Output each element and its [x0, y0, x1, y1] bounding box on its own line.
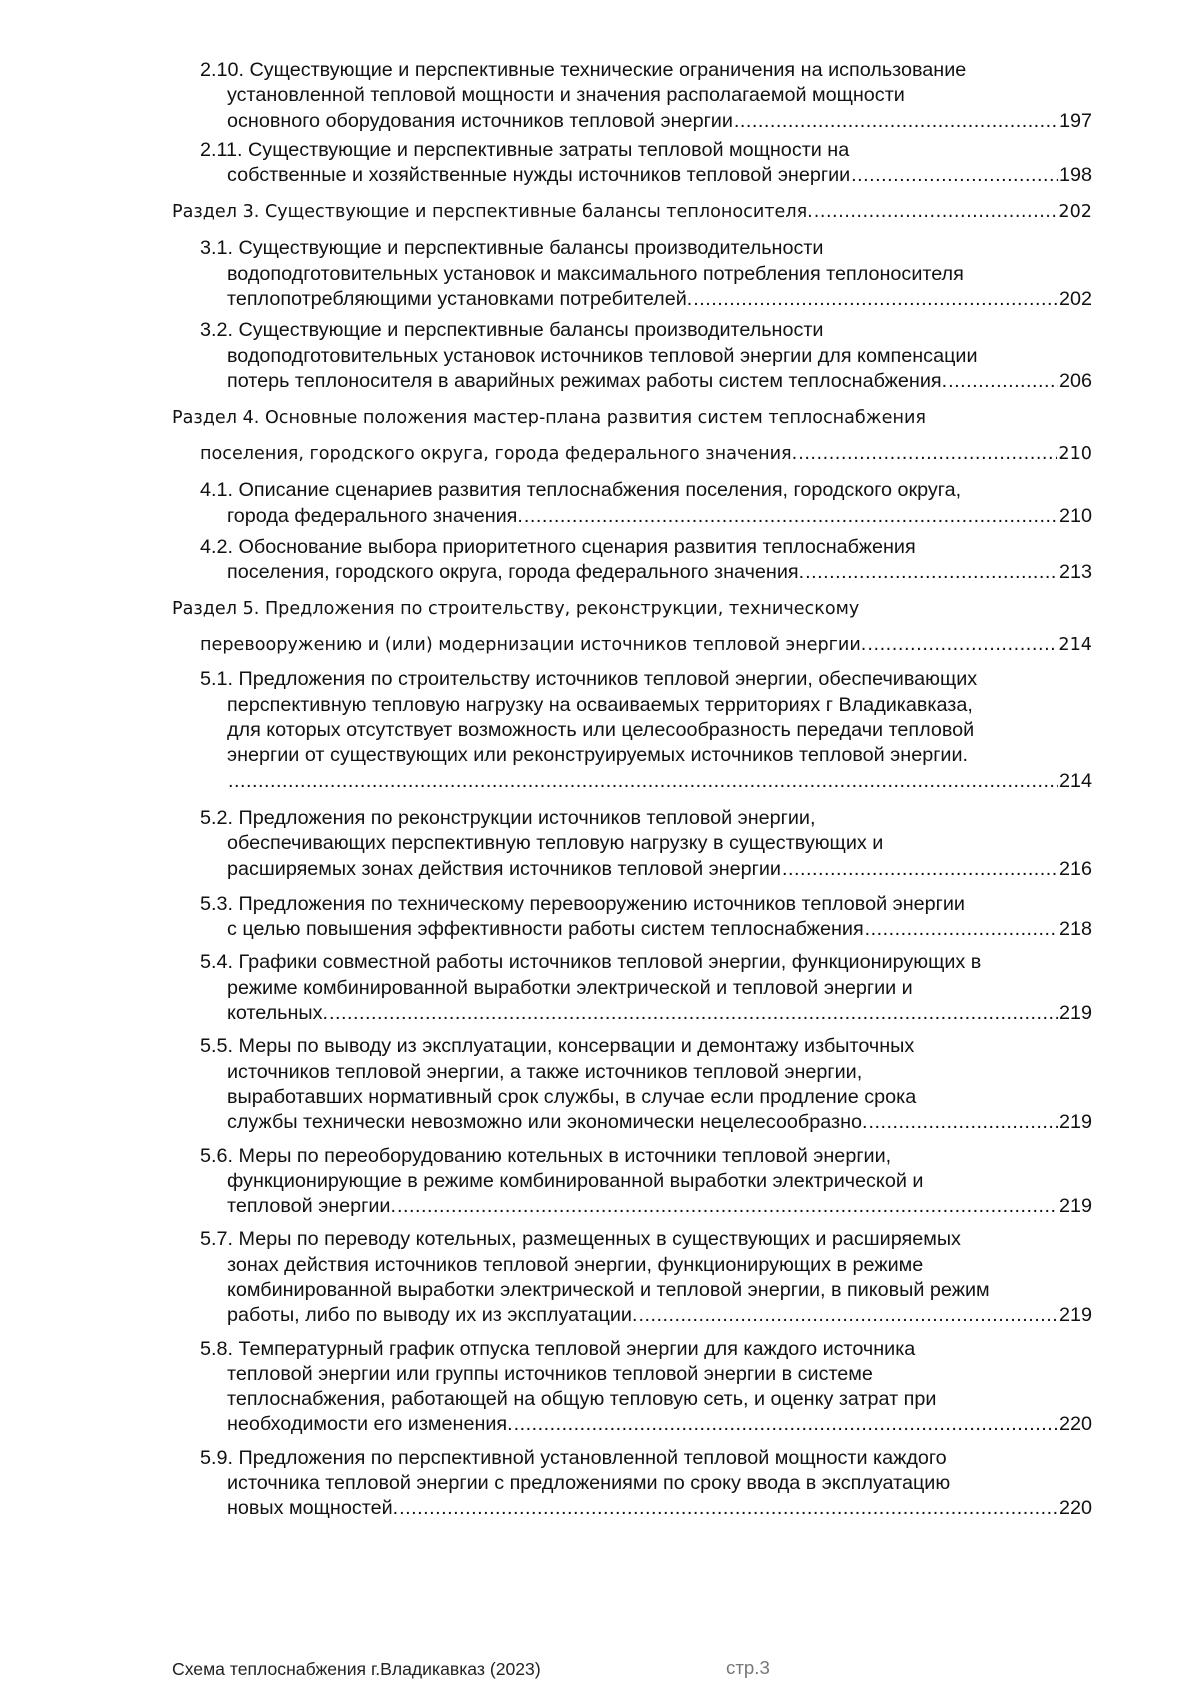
- toc-entry-last-line: поселения, городского округа, города федерального значения.: [200, 444, 798, 465]
- toc-entry-line: 5.9. Предложения по перспективной установленной тепловой мощности каждого: [200, 1446, 947, 1469]
- toc-entry-last-line: потерь теплоносителя в аварийных режимах работы систем теплоснабжения.: [227, 369, 948, 392]
- toc-page-number: 220: [1058, 1413, 1092, 1436]
- toc-entry-line: Раздел 4. Основные положения мастер-плана развития систем теплоснабжения: [172, 408, 926, 429]
- dot-leader: [805, 560, 1058, 585]
- toc-entry-line: 2.11. Существующие и перспективные затраты тепловой мощности на: [200, 138, 850, 161]
- toc-entry-line: тепловой энергии или группы источников тепловой энергии в системе: [227, 1362, 873, 1385]
- toc-subsection-entry[interactable]: [172, 58, 1092, 134]
- toc-page-number: 214: [1058, 769, 1092, 792]
- toc-subsection-entry[interactable]: [172, 806, 1092, 882]
- toc-entry-line: 3.2. Существующие и перспективные балансы производительности: [200, 319, 824, 342]
- toc-entry-last-line: котельных.: [227, 1002, 329, 1025]
- toc-subsection-entry[interactable]: [172, 1144, 1092, 1220]
- toc-entry-line: перспективную тепловую нагрузку на осваиваемых территориях г Владикавказа,: [227, 693, 973, 716]
- toc-page-number: 220: [1058, 1497, 1092, 1520]
- toc-entry-last-line: работы, либо по выводу их из эксплуатации.: [227, 1304, 638, 1327]
- toc-entry-line: теплоснабжения, работающей на общую тепловую сеть, и оценку затрат при: [227, 1388, 937, 1411]
- toc-entry-line: функционирующие в режиме комбинированной выработки электрической и: [227, 1169, 924, 1192]
- toc-entry-line: 4.2. Обоснование выбора приоритетного сценария развития теплоснабжения: [200, 535, 916, 558]
- footer-page-number: стр.3: [726, 1657, 770, 1678]
- toc-page-number: 206: [1058, 369, 1092, 392]
- dot-leader: [948, 369, 1058, 394]
- toc-section-entry[interactable]: [172, 194, 1092, 230]
- toc-entry-last-line: основного оборудования источников тепловой энергии: [227, 109, 733, 132]
- toc-entry-line: источников тепловой энергии, а также источников тепловой энергии,: [227, 1060, 863, 1083]
- toc-entry-line: выработавших нормативный срок службы, в случае если продление срока: [227, 1085, 917, 1108]
- table-of-contents: [172, 58, 1092, 1530]
- toc-subsection-entry[interactable]: [172, 950, 1092, 1026]
- toc-subsection-entry[interactable]: [172, 667, 1092, 793]
- toc-entry-line: 5.2. Предложения по реконструкции источников тепловой энергии,: [200, 806, 816, 829]
- toc-subsection-entry[interactable]: [172, 1446, 1092, 1522]
- toc-section-entry[interactable]: [172, 591, 1092, 663]
- dot-leader: [782, 857, 1058, 882]
- toc-entry-line: зонах действия источников тепловой энергии, функционирующих в режиме: [227, 1253, 924, 1276]
- toc-page-number: 219: [1058, 1304, 1092, 1327]
- dot-leader: [397, 1194, 1058, 1219]
- toc-page-number: 218: [1058, 918, 1092, 941]
- toc-subsection-entry[interactable]: [172, 236, 1092, 312]
- toc-entry-last-line: собственные и хозяйственные нужды источников тепловой энергии: [227, 164, 851, 187]
- dot-leader: [329, 1001, 1058, 1026]
- dot-leader: [867, 627, 1057, 663]
- dot-leader: [638, 1303, 1058, 1328]
- toc-entry-last-line: поселения, городского округа, города федерального значения.: [227, 561, 805, 584]
- toc-entry-line: установленной тепловой мощности и значения располагаемой мощности: [227, 84, 905, 107]
- dot-leader: [869, 1110, 1058, 1135]
- toc-page-number: 198: [1058, 164, 1092, 187]
- toc-entry-line: обеспечивающих перспективную тепловую нагрузку в существующих и: [227, 832, 884, 855]
- toc-entry-last-line: тепловой энергии.: [227, 1195, 396, 1218]
- toc-page-number: 214: [1058, 635, 1092, 656]
- toc-entry-line: режиме комбинированной выработки электрической и тепловой энергии и: [227, 976, 913, 999]
- toc-entry-last-line: расширяемых зонах действия источников тепловой энергии: [227, 857, 781, 880]
- toc-entry-line: Раздел 5. Предложения по строительству, реконструкции, техническому: [172, 599, 860, 620]
- toc-page-number: 197: [1058, 109, 1092, 132]
- toc-entry-line: 5.8. Температурный график отпуска тепловой энергии для каждого источника: [200, 1337, 916, 1360]
- toc-page-number: 219: [1058, 1111, 1092, 1134]
- toc-subsection-entry[interactable]: [172, 1034, 1092, 1135]
- footer-title: Схема теплоснабжения г.Владикавказ (2023): [172, 1659, 541, 1679]
- toc-entry-line: 3.1. Существующие и перспективные балансы производительности: [200, 237, 824, 260]
- toc-entry-line: 5.3. Предложения по техническому перевооружению источников тепловой энергии: [200, 892, 965, 915]
- toc-entry-line: энергии от существующих или реконструируемых источников тепловой энергии.: [227, 744, 969, 767]
- toc-entry-last-line: перевооружению и (или) модернизации источников тепловой энергии.: [200, 635, 867, 656]
- toc-entry-line: 5.6. Меры по переоборудованию котельных в источники тепловой энергии,: [200, 1144, 892, 1167]
- dot-leader: [693, 287, 1058, 312]
- toc-page-number: 202: [1058, 288, 1092, 311]
- toc-entry-line: для которых отсутствует возможность или целесообразность передачи тепловой: [227, 719, 975, 742]
- dot-leader: [524, 504, 1058, 529]
- toc-page-number: 213: [1058, 561, 1092, 584]
- dot-leader: [514, 1412, 1058, 1437]
- toc-section-entry[interactable]: [172, 400, 1092, 472]
- toc-entry-line: 5.7. Меры по переводу котельных, размещенных в существующих и расширяемых: [200, 1228, 961, 1251]
- toc-entry-last-line: города федерального значения.: [227, 504, 523, 527]
- toc-page-number: 202: [1058, 202, 1092, 223]
- toc-page-number: 219: [1058, 1002, 1092, 1025]
- toc-subsection-entry[interactable]: [172, 1227, 1092, 1328]
- toc-entry-line: 2.10. Существующие и перспективные технические ограничения на использование: [200, 59, 967, 81]
- toc-entry-last-line: с целью повышения эффективности работы систем теплоснабжения: [227, 918, 864, 941]
- toc-entry-last-line: Раздел 3. Существующие и перспективные балансы теплоносителя.: [172, 202, 813, 223]
- toc-page-number: 210: [1058, 504, 1092, 527]
- dot-leader: [851, 163, 1058, 188]
- toc-entry-last-line: необходимости его изменения.: [227, 1413, 513, 1436]
- toc-subsection-entry[interactable]: [172, 1337, 1092, 1438]
- toc-subsection-entry[interactable]: [172, 535, 1092, 586]
- toc-entry-line: 5.5. Меры по выводу из эксплуатации, консервации и демонтажу избыточных: [200, 1035, 915, 1058]
- dot-leader: [399, 1496, 1058, 1521]
- toc-entry-line: 4.1. Описание сценариев развития теплоснабжения поселения, городского округа,: [200, 479, 962, 502]
- toc-page-number: 210: [1058, 444, 1092, 465]
- toc-page-number: 216: [1058, 857, 1092, 880]
- dot-leader: [865, 917, 1058, 942]
- toc-entry-last-line: службы технически невозможно или экономически нецелесообразно.: [227, 1111, 868, 1134]
- toc-subsection-entry[interactable]: [172, 892, 1092, 943]
- toc-entry-line: водоподготовительных установок и максимального потребления теплоносителя: [227, 262, 964, 285]
- dot-leader: [228, 769, 1058, 794]
- toc-entry-line: 5.4. Графики совместной работы источников тепловой энергии, функционирующих в: [200, 951, 982, 974]
- dot-leader: [798, 436, 1057, 472]
- toc-entry-line: комбинированной выработки электрической и тепловой энергии, в пиковый режим: [227, 1278, 990, 1301]
- toc-page-number: 219: [1058, 1195, 1092, 1218]
- toc-entry-line: 5.1. Предложения по строительству источников тепловой энергии, обеспечивающих: [200, 668, 978, 691]
- dot-leader: [734, 109, 1058, 134]
- toc-subsection-entry[interactable]: [172, 318, 1092, 394]
- toc-entry-line: водоподготовительных установок источников тепловой энергии для компенсации: [227, 344, 978, 367]
- toc-entry-last-line: новых мощностей.: [227, 1497, 399, 1520]
- toc-subsection-entry[interactable]: [172, 478, 1092, 529]
- toc-entry-last-line: теплопотребляющими установками потребителей.: [227, 288, 693, 311]
- toc-subsection-entry[interactable]: [172, 138, 1092, 189]
- dot-leader: [814, 194, 1058, 230]
- toc-entry-line: источника тепловой энергии с предложениями по сроку ввода в эксплуатацию: [227, 1472, 951, 1495]
